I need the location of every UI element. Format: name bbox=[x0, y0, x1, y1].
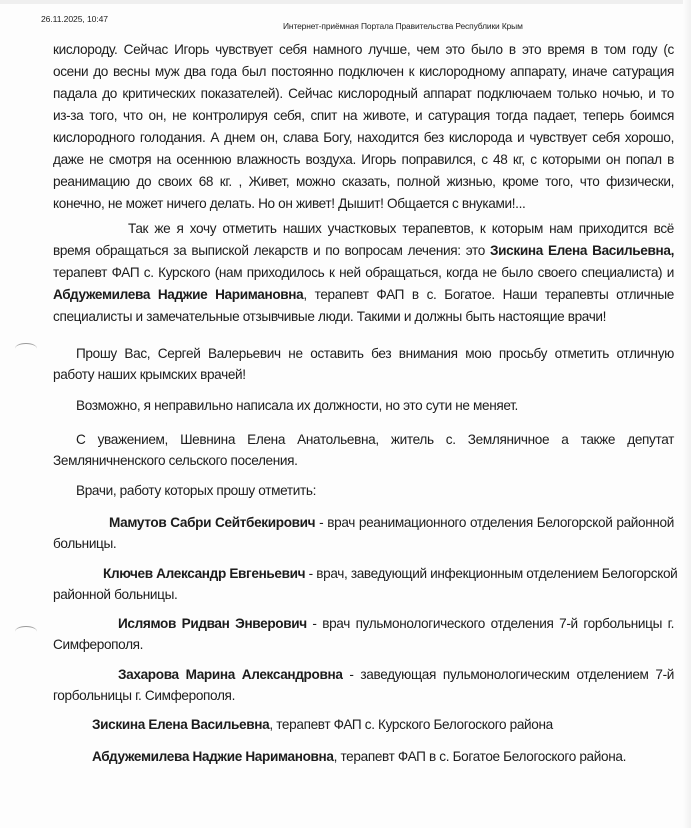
text-line: районной больницы. bbox=[53, 587, 178, 602]
text-line: Прошу Вас, Сергей Валерьевич не оставить без внимания мою просьбу отметить отличную bbox=[76, 346, 674, 361]
doctor-name-bold: Зискина Елена Васильевна, bbox=[490, 243, 674, 258]
doctor-name: Ключев Александр Евгеньевич bbox=[103, 566, 306, 581]
doctor-name: Абдужемилева Наджие Наримановна bbox=[92, 749, 334, 764]
doctor-desc: - врач реанимационного отделения Белогорской районной bbox=[315, 515, 675, 530]
text-line bbox=[92, 748, 674, 766]
text-line: осени до весны муж два года был постоянно подключен к кислородному аппарату, иначе сатурация bbox=[53, 64, 674, 79]
text-line: кислородного голодания. А днем он, слава Богу, находится без кислорода и чувствует себя хорошо, bbox=[53, 130, 674, 145]
doctor-name: Захарова Марина Александровна bbox=[118, 667, 343, 682]
text-line: реанимацию до своих 68 кг. , Живет, можно сказать, полной жизнью, кроме того, что физически, bbox=[53, 174, 674, 189]
text-line bbox=[109, 514, 674, 532]
text-line: падала до критических показателей). Сейчас кислородный аппарат подключаем только ночью, и то bbox=[53, 86, 674, 101]
text-span: время обращаться за выпиской лекарств и по вопросам лечения: это bbox=[53, 243, 490, 258]
doctors-intro: Врачи, работу которых прошу отметить: bbox=[76, 483, 316, 498]
text-line bbox=[92, 716, 674, 734]
text-line: кислороду. Сейчас Игорь чувствует себя намного лучше, чем это было в это время в том году (с bbox=[53, 42, 674, 57]
text-line: горбольницы г. Симферополя. bbox=[53, 688, 235, 703]
doctor-name: Зискина Елена Васильевна bbox=[92, 717, 270, 732]
scan-right-shadow bbox=[683, 0, 691, 828]
text-line: С уважением, Шевнина Елена Анатольевна, житель с. Земляничное а также депутат bbox=[76, 432, 674, 447]
doctor-desc: , терапевт ФАП в с. Богатое Белогоского района. bbox=[333, 749, 626, 764]
doctor-name: Мамутов Сабри Сейтбекирович bbox=[109, 515, 316, 530]
doctor-desc: - заведующая пульмонологическим отделением 7-й bbox=[342, 667, 674, 682]
scan-top-band bbox=[0, 0, 691, 4]
doctor-name-bold: Абдужемилева Наджие Наримановна bbox=[53, 287, 304, 302]
doctor-desc: - врач пульмонологического отделения 7-й горбольницы г. bbox=[306, 616, 674, 631]
doctor-desc: , терапевт ФАП с. Курского Белогоского района bbox=[269, 717, 553, 732]
text-line: Так же я хочу отметить наших участковых терапевтов, к которым нам приходится всё bbox=[128, 221, 674, 236]
text-line: Земляничненского сельского поселения. bbox=[53, 453, 298, 468]
print-datetime: 26.11.2025, 10:47 bbox=[41, 14, 108, 24]
doctor-name: Ислямов Ридван Энверович bbox=[118, 616, 307, 631]
text-line: больницы. bbox=[53, 536, 117, 551]
text-line: Симферополя. bbox=[53, 637, 144, 652]
scan-hole-mark bbox=[15, 343, 37, 354]
text-line: конечно, не может ничего делать. Но он живет! Дышит! Общается с внуками!... bbox=[53, 196, 526, 211]
print-header-title: Интернет-приёмная Портала Правительства Республики Крым bbox=[283, 21, 523, 31]
text-span: , терапевт ФАП в с. Богатое. Наши терапевты отличные bbox=[303, 287, 675, 302]
text-line bbox=[53, 242, 674, 260]
paragraph-note: Возможно, я неправильно написала их должности, но это сути не меняет. bbox=[76, 398, 518, 413]
text-line: терапевт ФАП с. Курского (нам приходилось к ней обращаться, когда не было своего специалиста) и bbox=[53, 265, 674, 280]
text-line bbox=[103, 565, 678, 583]
text-line: из-за того, что он, не контролируя себя, спит на животе, и сатурация тогда падает, теперь боимся bbox=[53, 108, 674, 123]
text-line bbox=[53, 286, 674, 304]
doctor-desc: - врач, заведующий инфекционным отделением Белогорской bbox=[305, 566, 678, 581]
text-line: работу наших крымских врачей! bbox=[53, 367, 246, 382]
text-line bbox=[118, 615, 674, 633]
text-line: специалисты и замечательные отзывчивые люди. Такими и должны быть настоящие врачи! bbox=[53, 309, 607, 324]
text-line: даже не смотря на осеннюю влажность воздуха. Игорь поправился, с 48 кг, с которыми он попал в bbox=[53, 152, 674, 167]
scan-hole-mark bbox=[15, 626, 37, 637]
text-line bbox=[118, 666, 674, 684]
